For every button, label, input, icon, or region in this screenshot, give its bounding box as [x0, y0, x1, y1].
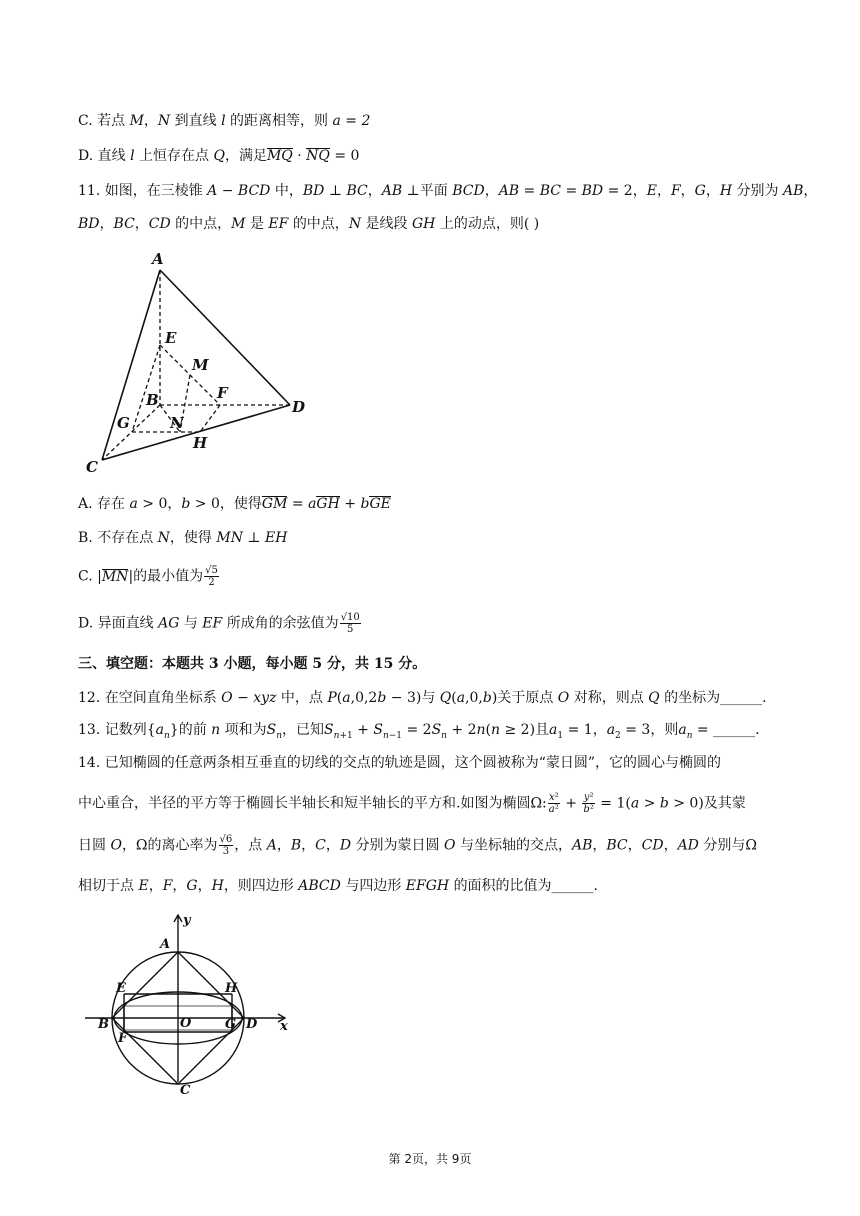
label-y: y [183, 913, 191, 928]
label-e: E [165, 329, 177, 347]
q14-line1: 14. 已知椭圆的任意两条相互垂直的切线的交点的轨迹是圆，这个圆被称为“蒙日圆”，它的圆心与椭圆的 [78, 755, 722, 771]
label-d: D [292, 398, 306, 416]
page-footer: 第 2页，共 9页 [388, 1152, 472, 1166]
tetrahedron-figure [80, 250, 320, 480]
q11-stem-line1: 11. 如图，在三棱锥 A − BCD 中，BD ⊥ BC，AB ⊥平面 BCD，AB = BC = BD = 2，E，F，G，H 分别为 AB， [78, 183, 818, 199]
label-g: G [117, 414, 130, 432]
section-3-header: 三、填空题：本题共 3 小题，每小题 5 分，共 15 分。 [78, 656, 427, 672]
label-n: N [170, 414, 184, 432]
label-c: C [180, 1083, 191, 1095]
q14-line4: 相切于点 E，F，G，H，则四边形 ABCD 与四边形 EFGH 的面积的比值为______. [78, 878, 599, 894]
label-f: F [217, 384, 228, 402]
label-a: A [160, 937, 171, 952]
q11-stem-line2: BD，BC，CD 的中点，M 是 EF 的中点，N 是线段 GH 上的动点，则( ) [78, 216, 540, 232]
label-e: E [116, 981, 126, 996]
label-o: O [180, 1016, 192, 1031]
seg-eg [132, 345, 160, 432]
label-h: H [225, 981, 238, 996]
label-h: H [193, 434, 208, 452]
q11-option-d: D. 异面直线 AG 与 EF 所成角的余弦值为 $\frac{√10}{5}$ [78, 612, 360, 635]
q11-option-b: B. 不存在点 N，使得 MN ⊥ EH [78, 530, 288, 546]
q10-option-c: C. 若点 M，N 到直线 l 的距离相等，则 a = 2 [78, 113, 371, 129]
q14-line2: 中心重合，半径的平方等于椭圆长半轴长和短半轴长的平方和.如图为椭圆Ω: $\frac{\text{x²}}{\text{a²}}$ + $\frac{\text{y²}}{\text{b²}}$ = 1(a > b > 0)及其蒙 [78, 792, 746, 815]
label-g: G [225, 1017, 237, 1032]
q11-option-c: C. |MN|的最小值为 $\frac{√5}{2}$ [78, 565, 218, 588]
label-b: B [98, 1017, 109, 1032]
q11-option-a: A. 存在 a > 0，b > 0，使得GM = aGH + bGE [78, 496, 391, 512]
label-m: M [192, 356, 209, 374]
q12: 12. 在空间直角坐标系 O − xyz 中，点 P(a,0,2b − 3)与 Q(a,0,b)关于原点 O 对称，则点 Q 的坐标为______. [78, 690, 767, 706]
label-a: A [152, 250, 164, 268]
edge-ac [102, 270, 160, 460]
label-x: x [280, 1019, 288, 1034]
label-b: B [146, 391, 159, 409]
q14-line3: 日圆 O，Ω的离心率为 $\frac{√6}{3}$ ，点 A，B，C，D 分别为蒙日圆 O 与坐标轴的交点，AB，BC，CD，AD 分别与Ω [78, 834, 757, 857]
label-d: D [246, 1017, 258, 1032]
label-f: F [118, 1031, 128, 1046]
q13: 13. 记数列$\{a_n\}$的前 n 项和为$S_n$，已知$S_{n+1} + S_{n-1} = 2S_n + 2n(n \ge 2)$且$a_1 = 1$，$a_2 = 3$，则$a_n$ = ______. [78, 722, 760, 741]
q10-option-d: D. 直线 l 上恒存在点 Q，满足MQ · NQ = 0 [78, 148, 360, 164]
label-c: C [86, 458, 98, 476]
monge-circle-figure [80, 910, 310, 1095]
